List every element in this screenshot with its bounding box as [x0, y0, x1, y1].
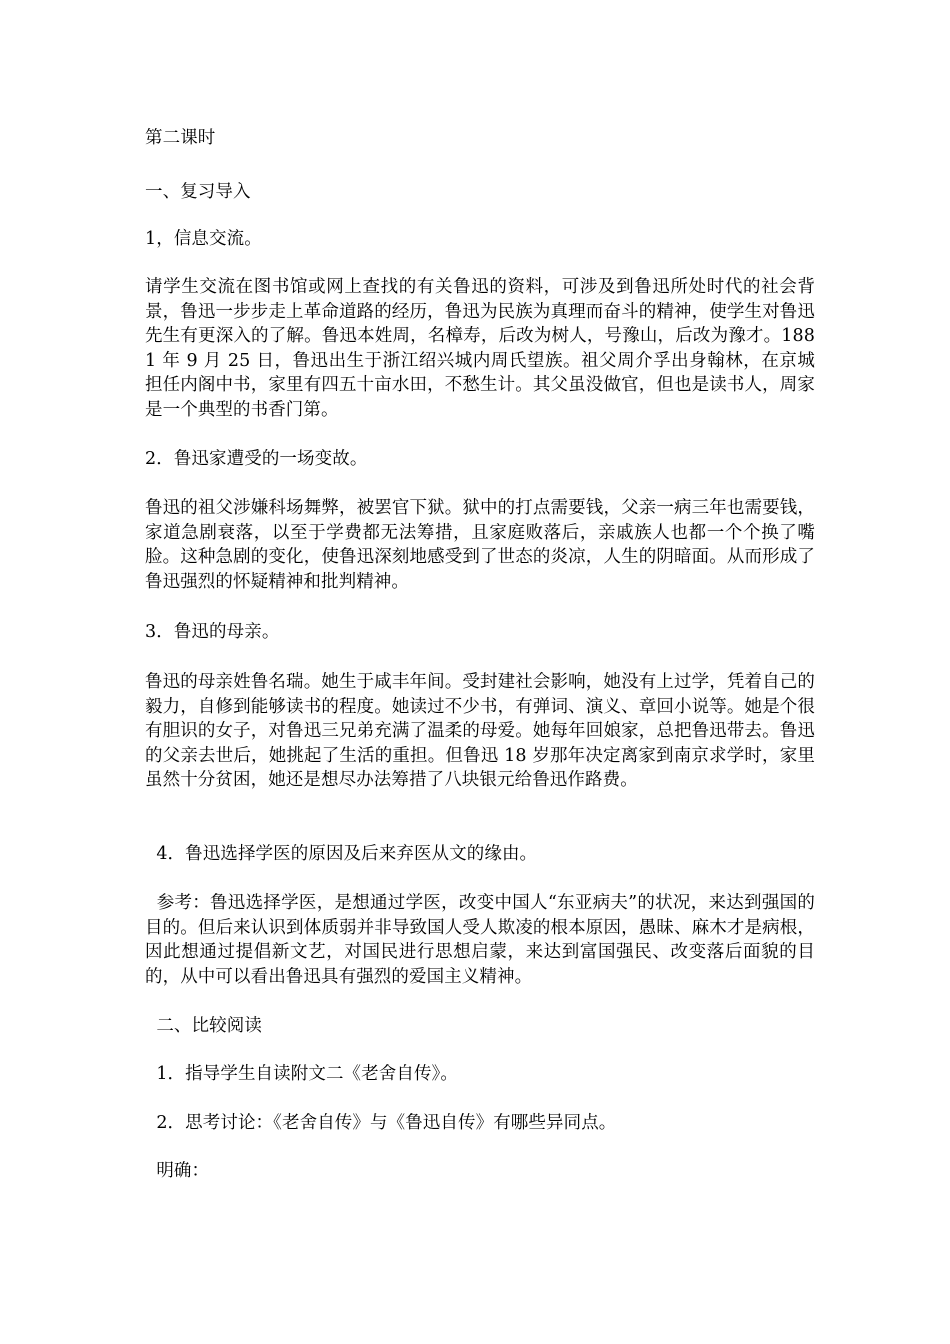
- lesson-title: 第二课时: [145, 128, 216, 148]
- item-heading-medicine: 4．鲁迅选择学医的原因及后来弃医从文的缘由。: [145, 844, 538, 864]
- paragraph-family-change: 鲁迅的祖父涉嫌科场舞弊，被罢官下狱。狱中的打点需要钱，父亲一病三年也需要钱，家道急剧衰落，以至于学费都无法筹措，且家庭败落后，亲戚族人也都一个个换了嘴脸。这种急剧的变化，使鲁迅深刻地感受到了世态的炎凉，人生的阴暗面。从而形成了鲁迅强烈的怀疑精神和批判精神。: [145, 498, 815, 592]
- item-heading-family-change: 2．鲁迅家遭受的一场变故。: [145, 449, 368, 469]
- paragraph-info-exchange: 请学生交流在图书馆或网上查找的有关鲁迅的资料，可涉及到鲁迅所处时代的社会背景，鲁迅一步步走上革命道路的经历，鲁迅为民族为真理而奋斗的精神，使学生对鲁迅先生有更深入的了解。鲁迅本姓周，名樟寿，后改为树人，号豫山，后改为豫才。1881 年 9 月 25 日，鲁迅出生于浙江绍兴城内周氏望族。祖父周介孚出身翰林，在京城担任内阁中书，家里有四五十亩水田，不愁生计。其父虽没做官，但也是读书人，周家是一个典型的书香门第。: [145, 277, 815, 420]
- item-discussion: 2．思考讨论：《老舍自传》与《鲁迅自传》有哪些异同点。: [145, 1113, 617, 1133]
- item-clarify: 明确：: [145, 1161, 210, 1181]
- paragraph-mother: 鲁迅的母亲姓鲁名瑞。她生于咸丰年间。受封建社会影响，她没有上过学，凭着自己的毅力，自修到能够读书的程度。她读过不少书，有弹词、演义、章回小说等。她是个很有胆识的女子，对鲁迅三兄弟充满了温柔的母爱。她每年回娘家，总把鲁迅带去。鲁迅的父亲去世后，她挑起了生活的重担。但鲁迅 18 岁那年决定离家到南京求学时，家里虽然十分贫困，她还是想尽办法筹措了八块银元给鲁迅作路费。: [145, 672, 815, 791]
- item-heading-mother: 3．鲁迅的母亲。: [145, 622, 280, 642]
- item-self-reading: 1．指导学生自读附文二《老舍自传》。: [145, 1064, 459, 1084]
- section-heading-review: 一、复习导入: [145, 182, 251, 202]
- item-heading-info-exchange: 1，信息交流。: [145, 229, 262, 249]
- paragraph-medicine: 参考：鲁迅选择学医，是想通过学医，改变中国人“东亚病夫”的状况，来达到强国的目的。但后来认识到体质弱并非导致国人受人欺凌的根本原因，愚昧、麻木才是病根，因此想通过提倡新文艺，对国民进行思想启蒙，来达到富国强民、改变落后面貌的目的，从中可以看出鲁迅具有强烈的爱国主义精神。: [145, 893, 815, 987]
- section-heading-compare: 二、比较阅读: [145, 1016, 262, 1036]
